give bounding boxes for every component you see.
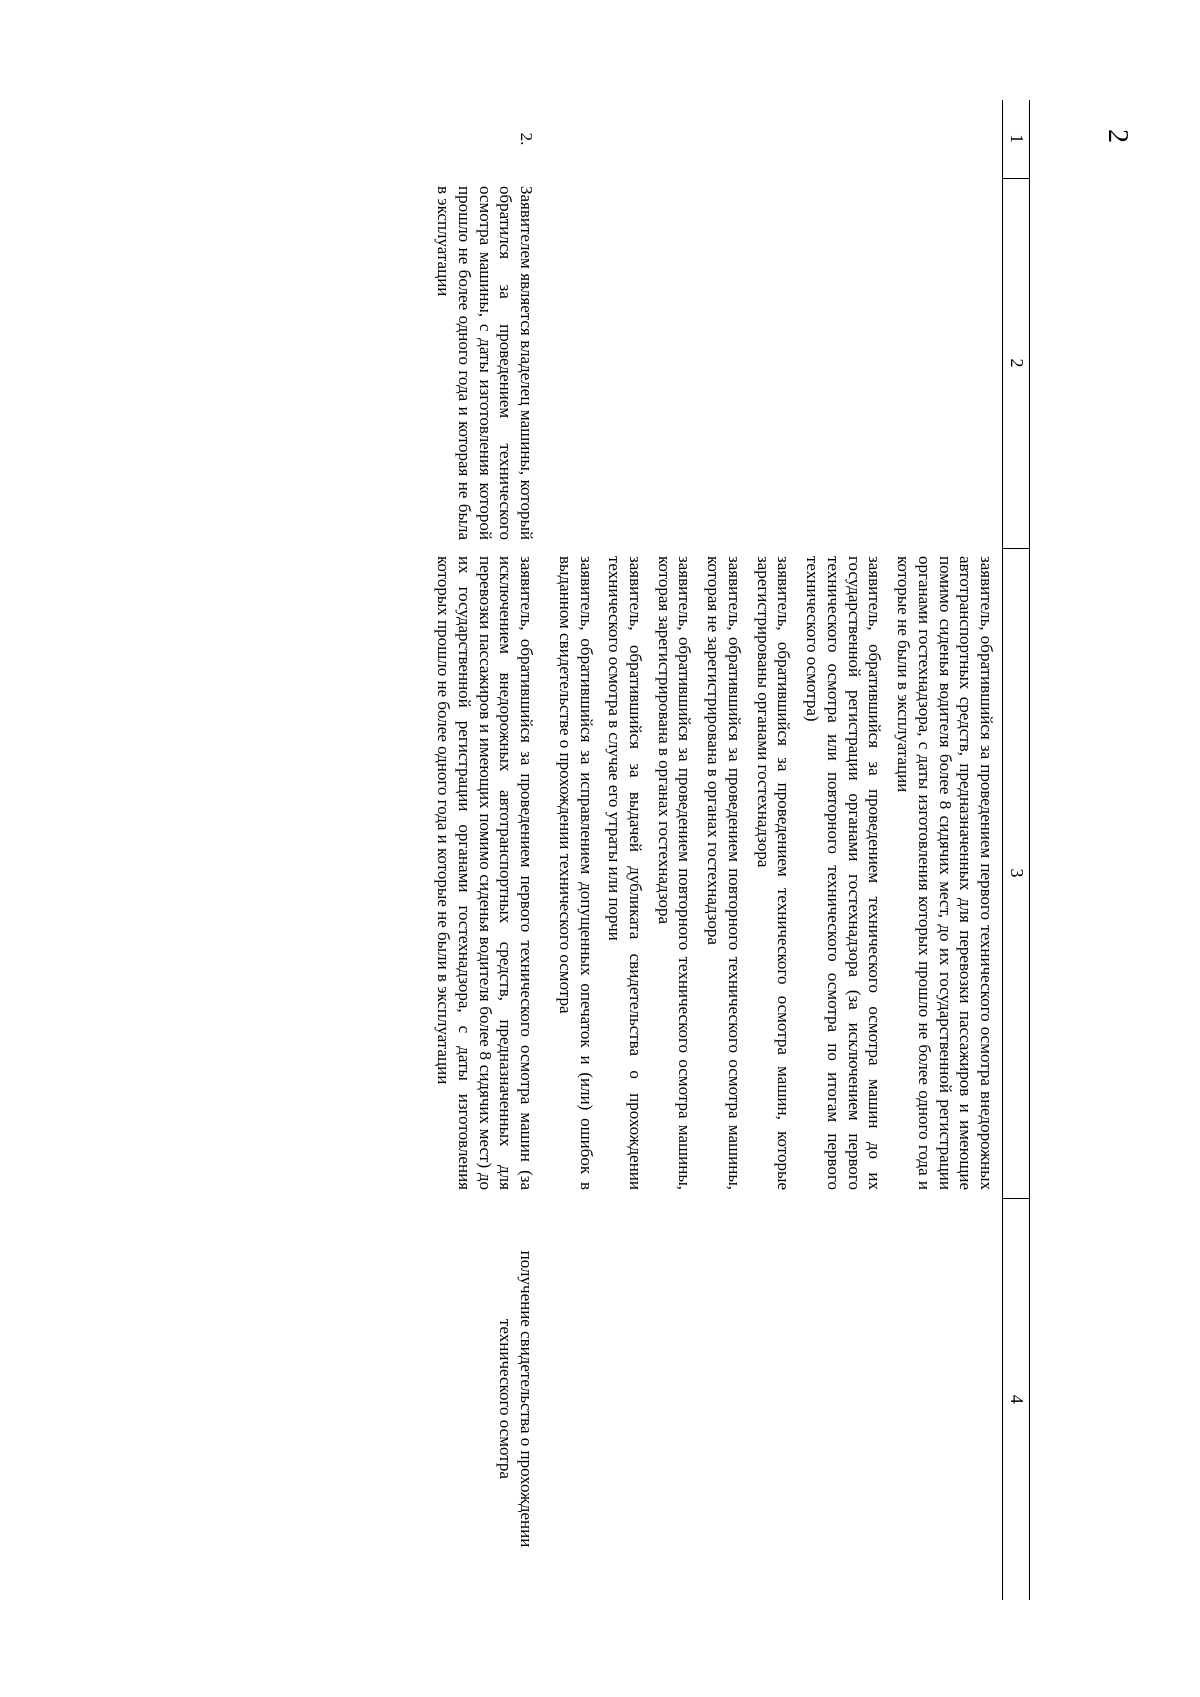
header-row (1003, 100, 1030, 1600)
row2-applicant-description: Заявителем является владелец машины, который обратился за проведением технического осмотра машины, с даты изготовления которой прошло не более одного года и которая не была в эксплуатации (434, 186, 537, 540)
row1-col1 (546, 100, 1002, 178)
applicant-variant: заявитель, обратившийся за проведением повторного технического осмотра машины, которая зарегистрирована в органах гостехнадзора (654, 556, 695, 1190)
header-col-2: 2 (1003, 178, 1030, 548)
row1-col2 (546, 178, 1002, 548)
services-table (432, 100, 1030, 1600)
row2-result: получение свидетельства о прохождении технического осмотра (496, 1250, 537, 1548)
table-row (432, 100, 546, 1600)
header-col-3: 3 (1003, 548, 1030, 1198)
applicant-variant: заявитель, обратившийся за выдачей дубликата свидетельства о прохождении технического осмотра в случае его утраты или порчи (605, 556, 646, 1190)
applicant-variant: заявитель, обратившийся за проведением первого технического осмотра внедорожных автотранспортных средств, предназначенных для перевозки пассажиров и имеющие помимо сиденья водителя более 8 сидячих мест, до их государственной регистрации органами гостехнадзора, с даты изготовления которых прошло не более одного года и которые не были в эксплуатации (894, 556, 997, 1190)
applicant-variant: заявитель, обратившийся за проведением технического осмотра машин до их государственной регистрации органами гостехнадзора (за исключением первого технического осмотра или повторного технического осмотра по итогам первого технического осмотра) (803, 556, 885, 1190)
row2-applicant-variant: заявитель, обратившийся за проведением первого технического осмотра машин (за исключением внедорожных автотранспортных средств, предназначенных для перевозки пассажиров и имеющих помимо сиденья водителя более 8 сидячих мест) до их государственной регистрации органами гостехнадзора, с даты изготовления которых прошло не более одного года и которые не были в эксплуатации (434, 556, 537, 1190)
row1-col4 (546, 1198, 1002, 1600)
table-row (546, 100, 1002, 1600)
row1-col3 (546, 548, 1002, 1198)
applicant-variant: заявитель, обратившийся за исправлением допущенных опечаток и (или) ошибок в выданном свидетельстве о прохождении технического осмотра (555, 556, 596, 1190)
header-col-4: 4 (1003, 1198, 1030, 1600)
rotated-table-container (230, 100, 1030, 1600)
applicant-variant: заявитель, обратившийся за проведением технического осмотра машин, которые зарегистрированы органами гостехнадзора (753, 556, 794, 1190)
row2-number: 2. (517, 132, 537, 146)
applicant-variant: заявитель, обратившийся за проведением повторного технического осмотра машины, которая не зарегистрирована в органах гостехнадзора (704, 556, 744, 1190)
page-number: 2 (1102, 129, 1133, 143)
header-col-1: 1 (1003, 100, 1030, 178)
